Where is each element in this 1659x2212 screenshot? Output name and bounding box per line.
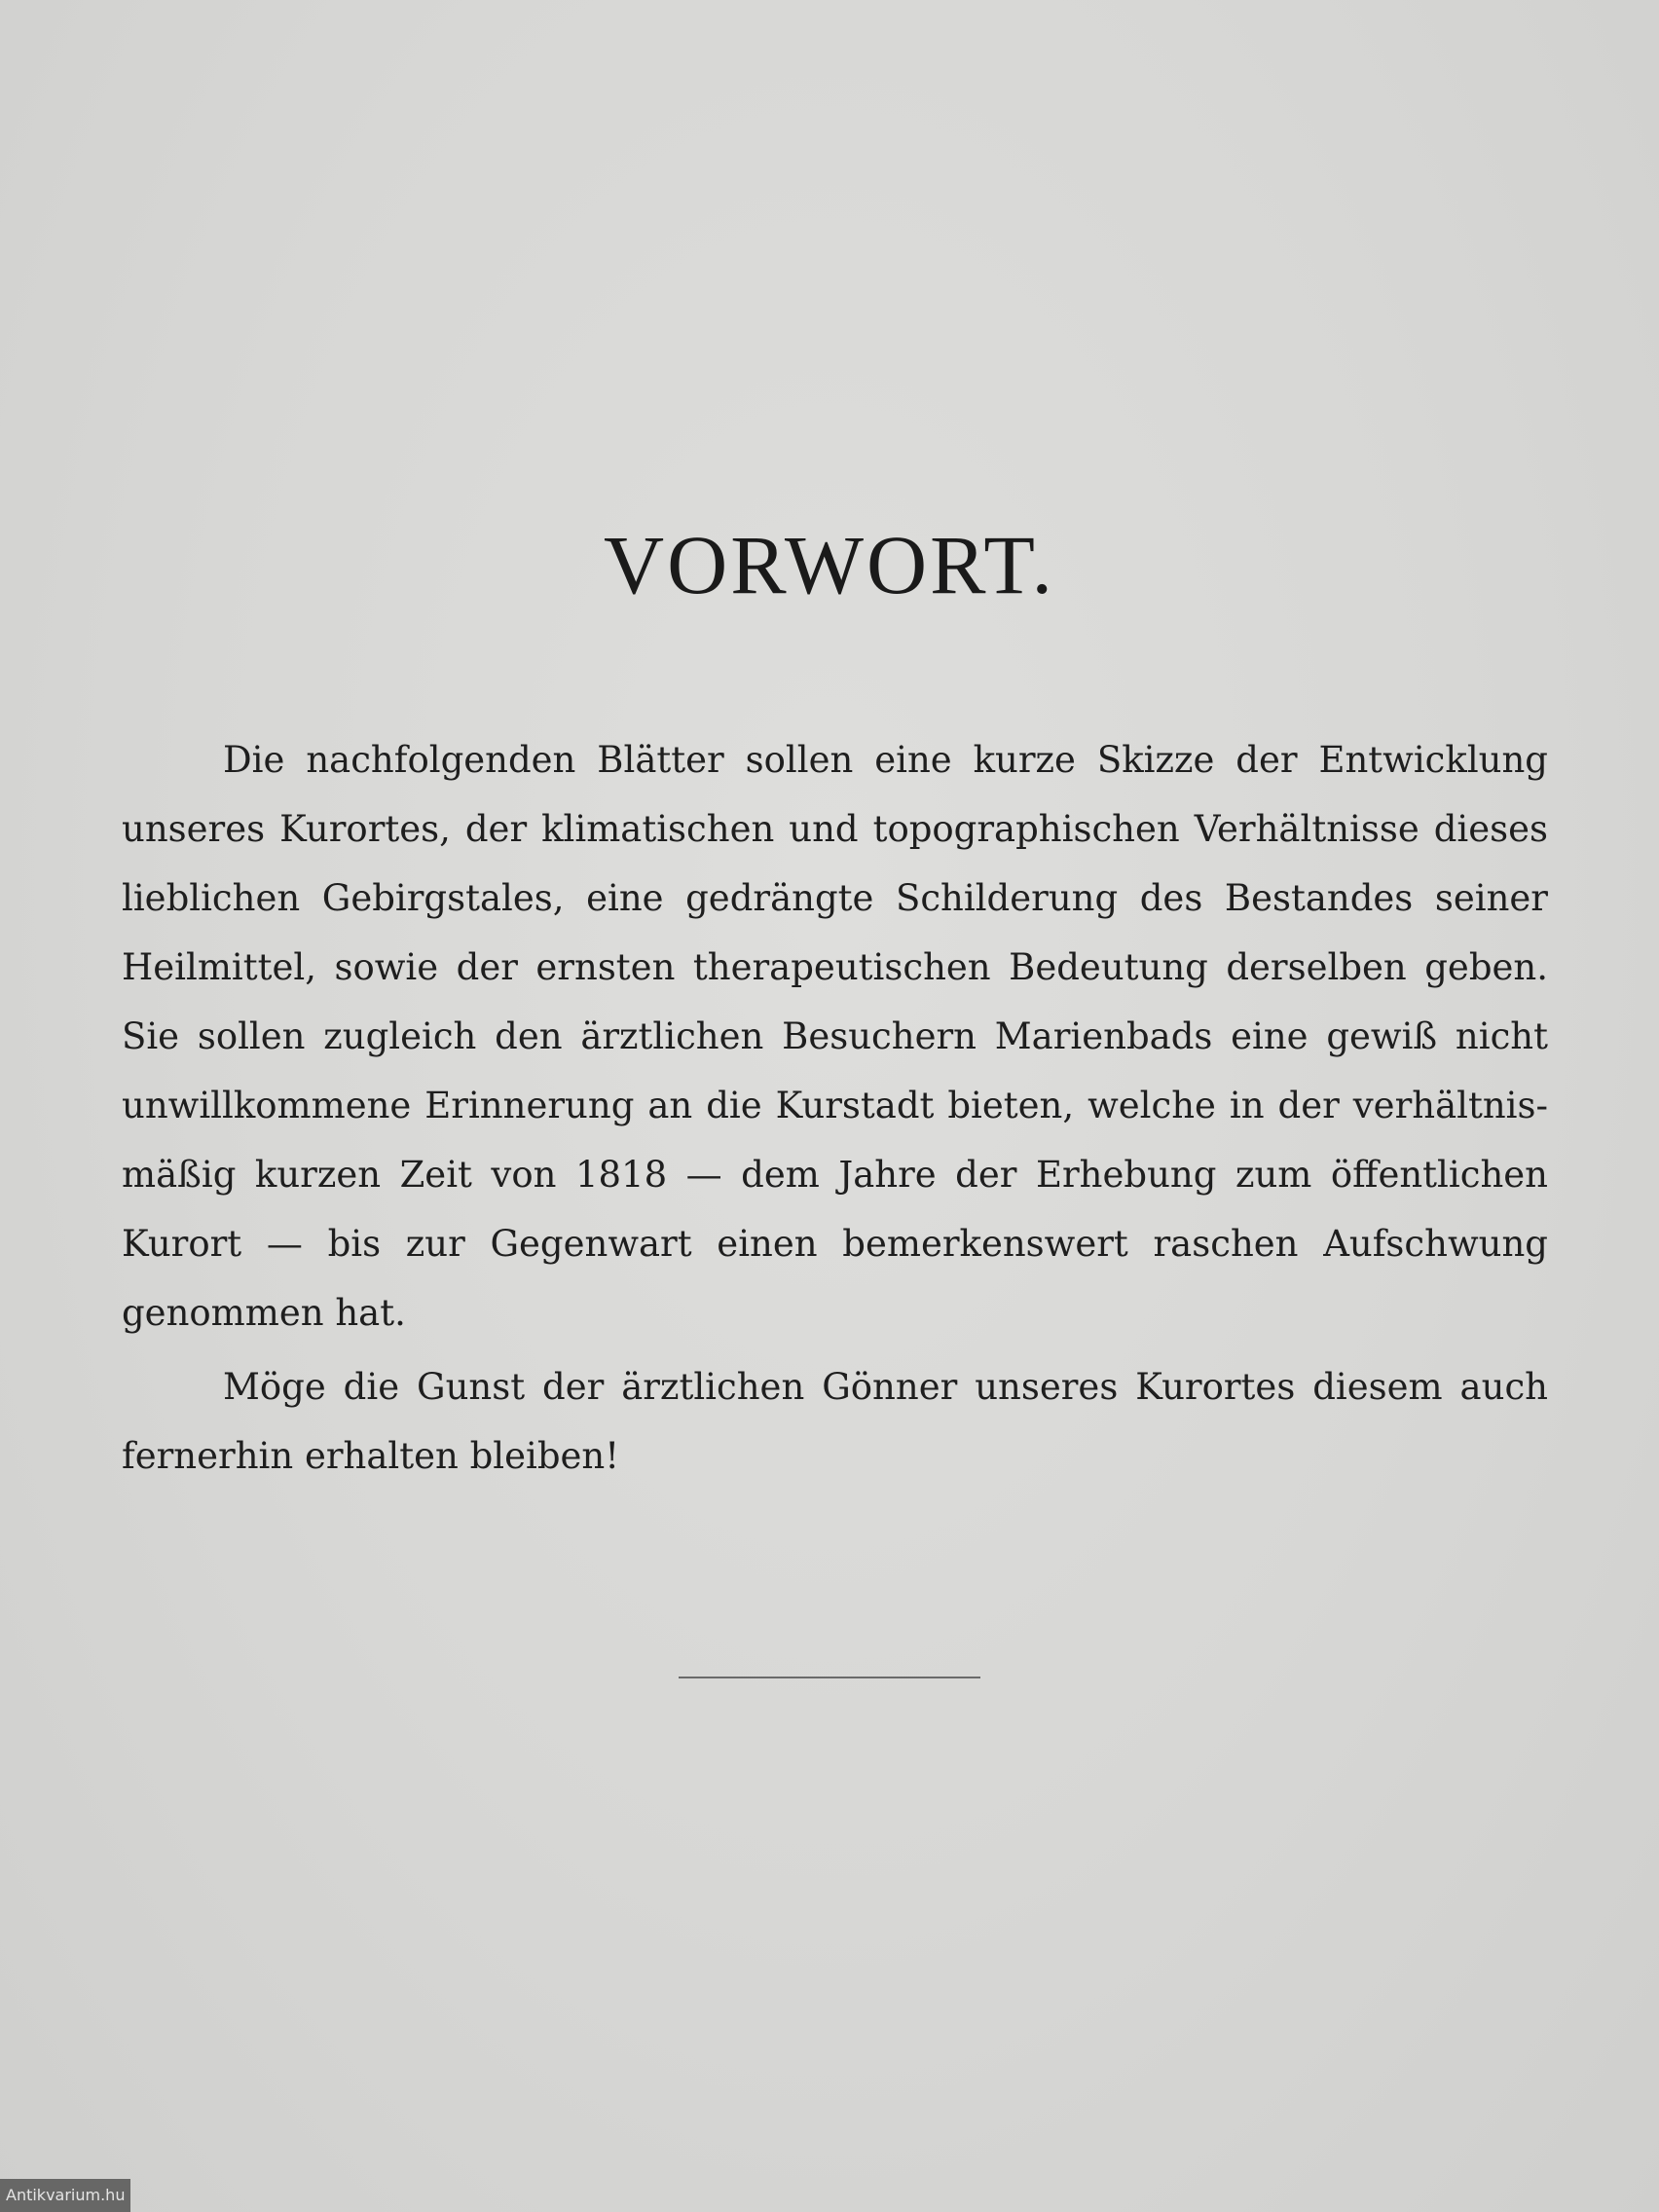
page-title: VORWORT. <box>604 518 1055 611</box>
watermark-label: Antikvarium.hu <box>0 2179 130 2212</box>
decorative-divider <box>679 1677 980 1678</box>
paragraph-2: Möge die Gunst der ärztlichen Gönner unseres Kurortes diesem auch fernerhin erhalten bleiben! <box>122 1366 1548 1477</box>
paragraph-1: Die nachfolgenden Blätter sollen eine kurze Skizze der Entwicklung unseres Kurortes, der klimatischen und topographischen Verhältnisse dieses lieblichen Gebirgstales, eine gedrängte Schilderung des Bestandes seiner Heilmittel, sowie der ernsten therapeutischen Bedeutung derselben geben. Sie sollen zugleich den ärztlichen Besuchern Marienbads eine gewiß nicht unwillkommene Erinnerung an die Kurstadt bieten, welche in der verhältnis-mäßig kurzen Zeit von 1818 — dem Jahre der Erhebung zum öffentlichen Kurort — bis zur Gegenwart einen bemerkenswert raschen Aufschwung genommen hat. <box>122 739 1548 1334</box>
foreword-text <box>122 725 1548 1491</box>
